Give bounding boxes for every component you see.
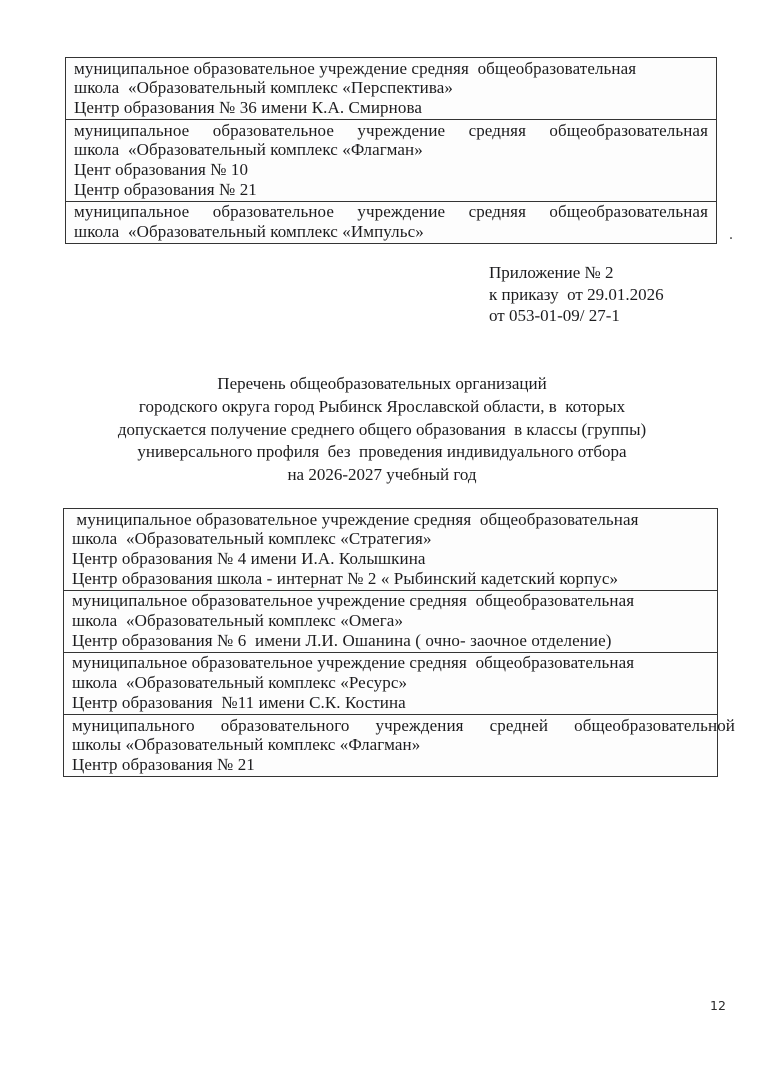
table-cell-line: школа «Образовательный комплекс «Ресурс» [72, 673, 408, 693]
table-cell-line: Центр образования № 4 имени И.А. Колышкина [72, 548, 426, 568]
table-cell-line: школа «Образовательный комплекс «Флагман» [74, 140, 423, 160]
table-cell-line: муниципальное образовательное учреждение средняя общеобразовательная [74, 58, 637, 78]
table-row [64, 652, 717, 714]
table-cell-line: муниципальное образовательное учреждение средняя общеобразовательная [72, 509, 639, 529]
table-cell-line: муниципальное образовательное учреждение средняя общеобразовательная [74, 120, 708, 140]
title-line: допускается получение среднего общего образования в классы (группы) [117, 419, 647, 439]
annotation-line: к приказу от 29.01.2026 [489, 284, 664, 304]
table-cell-line: муниципальное образовательное учреждение средняя общеобразовательная [72, 591, 635, 611]
title-line: Перечень общеобразовательных организаций [217, 374, 547, 393]
scan-artifact-dot: . [729, 226, 733, 243]
upper-schools-table [65, 57, 717, 244]
table-cell-line: муниципального образовательного учреждения средней общеобразовательной [72, 715, 735, 735]
annotation-block [489, 262, 664, 327]
lower-schools-table [63, 508, 735, 777]
table-cell-line: школа «Образовательный комплекс «Стратегия» [72, 529, 432, 549]
annotation-line: от 053-01-09/ 27-1 [489, 306, 620, 325]
title-line: городского округа город Рыбинск Ярославской области, в которых [138, 396, 626, 416]
table-cell-line: школа «Образовательный комплекс «Омега» [72, 611, 404, 631]
table-row [66, 201, 716, 243]
table-cell-line: Цент образования № 10 [74, 160, 249, 180]
document-title [96, 373, 668, 487]
table-row [64, 590, 717, 652]
page-number: 12 [710, 998, 726, 1013]
table-cell-line: Центр образования № 6 имени Л.И. Ошанина ( очно- заочное отделение) [72, 630, 612, 650]
table-cell-line: муниципальное образовательное учреждение средняя общеобразовательная [72, 653, 635, 673]
table-cell-line: Центр образования № 21 [72, 754, 255, 774]
table-cell-line: Центр образования № 36 имени К.А. Смирнова [74, 97, 423, 117]
table-row [66, 58, 716, 119]
table-cell-line: Центр образования школа - интернат № 2 « Рыбинский кадетский корпус» [72, 568, 619, 588]
title-line: на 2026-2027 учебный год [287, 465, 477, 485]
table-cell-line: Центр образования № 21 [74, 179, 257, 199]
table-cell-line: школа «Образовательный комплекс «Перспектива» [74, 78, 453, 98]
table-row [66, 119, 716, 201]
table-row [64, 714, 735, 776]
table-cell-line: муниципальное образовательное учреждение средняя общеобразовательная [74, 202, 708, 222]
table-cell-line: школы «Образовательный комплекс «Флагман» [72, 735, 421, 755]
table-row [64, 509, 717, 590]
table-cell-line: Центр образования №11 имени С.К. Костина [72, 692, 406, 712]
annotation-line: Приложение № 2 [489, 263, 614, 282]
title-line: универсального профиля без проведения индивидуального отбора [137, 442, 627, 462]
table-cell-line: школа «Образовательный комплекс «Импульс» [74, 222, 424, 242]
